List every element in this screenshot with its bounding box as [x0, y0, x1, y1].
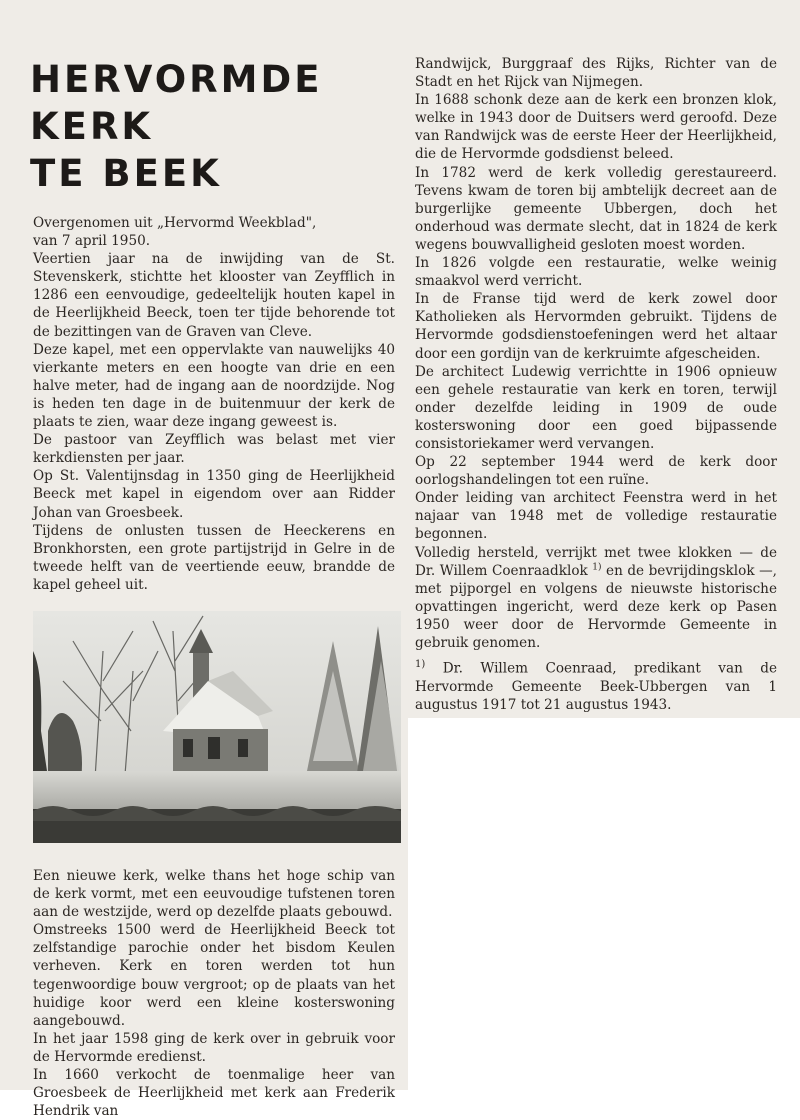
paragraph: Omstreeks 1500 werd de Heerlijkheid Beeck tot zelfstandige parochie onder het bisdom Keulen verheven. Kerk en toren werden tot hun tegenwoordige bouw vergroot; op de plaats van het huidige koor werd een kleine kosterswoning aangebouwd. — [33, 922, 395, 1029]
title-line-1: HERVORMDE — [30, 58, 323, 101]
paragraph: In het jaar 1598 ging de kerk over in gebruik voor de Hervormde eredienst. — [33, 1030, 395, 1065]
title-line-2: KERK — [30, 105, 154, 148]
paragraph: Op St. Valentijnsdag in 1350 ging de Heerlijkheid Beeck met kapel in eigendom over aan Ridder Johan van Groesbeek. — [33, 468, 395, 521]
source-line-1: Overgenomen uit „Hervormd Weekblad", — [33, 215, 317, 231]
paragraph: In 1782 werd de kerk volledig gerestaureerd. Tevens kwam de toren bij ambtelijk decreet aan de burgerlijke gemeente Ubbergen, doch het onderhoud was dermate slecht, dat in 1824 de kerk wegens bouwvalligheid gesloten moest worden. — [415, 164, 777, 253]
paragraph: Deze kapel, met een oppervlakte van nauwelijks 40 vierkante meters en een hoogte van drie en een halve meter, had de ingang aan de noordzijde. Nog is heden ten dage in de buitenmuur der kerk de plaats te zien, waar deze ingang geweest is. — [33, 341, 395, 431]
paragraph: De pastoor van Zeyfflich was belast met vier kerkdiensten per jaar. — [33, 432, 395, 467]
paragraph: In 1826 volgde een restauratie, welke weinig smaakvol werd verricht. — [415, 255, 777, 290]
paragraph-bells — [415, 544, 777, 653]
footnote-text: Dr. Willem Coenraad, predikant van de Hervormde Gemeente Beek-Ubbergen van 1 augustus 1917 tot 21 augustus 1943. — [415, 660, 777, 713]
paragraph-text: Volledig hersteld, verrijkt met twee klokken — de Dr. Willem Coenraadklok — [415, 544, 777, 579]
left-column-top — [33, 214, 395, 594]
church-winter-photo-icon — [33, 611, 401, 843]
left-column-bottom — [33, 867, 395, 1120]
title-line-3: TE BEEK — [30, 152, 222, 195]
article-title — [30, 56, 390, 197]
paragraph: Onder leiding van architect Feenstra werd in het najaar van 1948 met de volledige restauratie begonnen. — [415, 490, 777, 543]
paragraph: In de Franse tijd werd de kerk zowel door Katholieken als Hervormden gebruikt. Tijdens de Hervormde godsdienstoefeningen werd het altaar door een gordijn van de kerkruimte afgescheiden. — [415, 291, 777, 362]
footnote-reference[interactable]: 1) — [592, 562, 602, 573]
footnote-mark: 1) — [415, 659, 426, 670]
paragraph: In 1660 verkocht de toenmalige heer van Groesbeek de Heerlijkheid met kerk aan Frederik Hendrik van — [33, 1067, 395, 1120]
church-photo — [33, 611, 401, 843]
paragraph: Tijdens de onlusten tussen de Heeckerens en Bronkhorsten, een grote partijstrijd in Gelre in de tweede helft van de veertiende eeuw, brandde de kapel geheel uit. — [33, 522, 395, 593]
paragraph: In 1688 schonk deze aan de kerk een bronzen klok, welke in 1943 door de Duitsers werd geroofd. Deze van Randwijck was de eerste Heer der Heerlijkheid, die de Hervormde godsdienst beleed. — [415, 92, 777, 163]
paragraph: De architect Ludewig verrichtte in 1906 opnieuw een gehele restauratie van kerk en toren, terwijl onder dezelfde leiding in 1909 de oude kosterswoning door een goed bijpassende consistoriekamer werd vervangen. — [415, 363, 777, 452]
paragraph: Op 22 september 1944 werd de kerk door oorlogshandelingen tot een ruïne. — [415, 454, 777, 489]
right-column — [415, 55, 777, 652]
paragraph: Een nieuwe kerk, welke thans het hoge schip van de kerk vormt, met een eeuvoudige tufstenen toren aan de westzijde, werd op dezelfde plaats gebouwd. — [33, 868, 395, 921]
paragraph-text: en de bevrijdingsklok —, met pijporgel en volgens de nieuwste historische opvattingen ingericht, werd deze kerk op Pasen 1950 weer door de Hervormde Gemeente in gebruik genomen. — [415, 562, 777, 651]
source-line-2: van 7 april 1950. — [33, 233, 151, 250]
paragraph: Veertien jaar na de inwijding van de St. Stevenskerk, stichtte het klooster van Zeyfflich in 1286 een eenvoudige, gedeeltelijk houten kapel in de Heerlijkheid Beeck, toen ter tijde behorende tot de bezittingen van de Graven van Cleve. — [33, 251, 395, 340]
footnote — [415, 656, 777, 714]
paragraph: Randwijck, Burggraaf des Rijks, Richter van de Stadt en het Rijck van Nijmegen. — [415, 56, 777, 91]
